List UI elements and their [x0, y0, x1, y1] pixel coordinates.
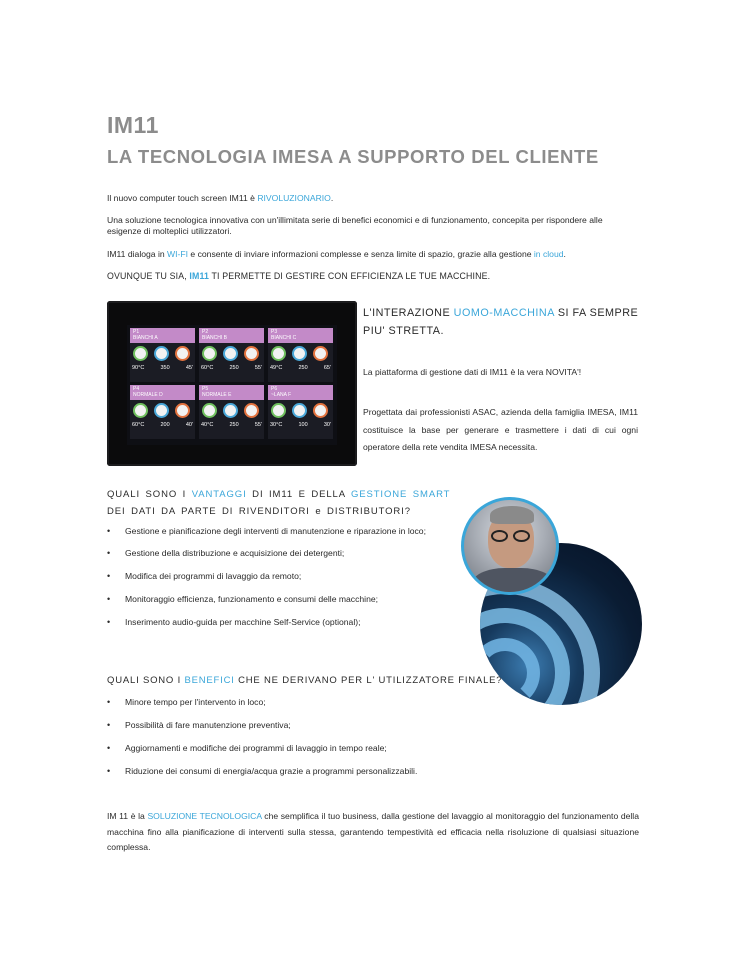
program-tile[interactable]	[130, 385, 195, 439]
heading-text: QUALI SONO I	[107, 489, 192, 500]
program-tile[interactable]	[199, 385, 264, 439]
intro-text: .	[563, 249, 566, 259]
dial-icon	[154, 403, 169, 418]
program-value: 49°C	[270, 365, 283, 371]
heading-text: CHE NE DERIVANO PER L' UTILIZZATORE FINALE?	[234, 675, 503, 686]
intro-text: TI PERMETTE DI GESTIRE CON EFFICIENZA LE TUE MACCHINE.	[209, 271, 491, 281]
program-value: 250	[229, 422, 239, 428]
list-item: • Gestione della distribuzione e acquisizione dei detergenti;	[107, 548, 442, 559]
dial-icon	[292, 346, 307, 361]
program-value: 200	[160, 422, 170, 428]
intro-paragraph-2: Una soluzione tecnologica innovativa con un'illimitata serie di benefici economici e di funzionamento, concepita per rispondere alle esigenze di molteplici utilizzatori.	[107, 215, 603, 236]
list-item: • Riduzione dei consumi di energia/acqua grazie a programmi personalizzabili.	[107, 766, 527, 777]
intro-text: e consente di inviare informazioni complesse e senza limite di spazio, grazie alla gestione	[188, 249, 534, 259]
program-tile-body	[268, 400, 333, 439]
program-values	[201, 365, 262, 371]
dial-icon	[202, 346, 217, 361]
program-values	[270, 422, 331, 428]
highlight-text: UOMO-MACCHINA	[453, 307, 555, 319]
benefits-list	[107, 697, 527, 777]
advantages-heading-line-2: DEI DATI DA PARTE DI RIVENDITORI e DISTRIBUTORI?	[107, 506, 411, 517]
closing-paragraph	[107, 809, 639, 856]
asac-paragraph: Progettata dai professionisti ASAC, azienda della famiglia IMESA, IM11 costituisce la base per generare e trasmettere i dati di cui ogni operatore della rete vendita IMESA necessita.	[363, 407, 638, 452]
program-value: 55'	[254, 365, 262, 371]
program-value: 90°C	[132, 365, 145, 371]
intro-paragraph-4	[107, 271, 490, 282]
program-tile-body	[130, 343, 195, 382]
heading-text: SI FA SEMPRE PIU' STRETTA.	[363, 307, 639, 337]
highlight-text: BENEFICI	[184, 675, 235, 686]
program-values	[201, 422, 262, 428]
closing-text: che semplifica il tuo business, dalla gestione del lavaggio al monitoraggio del funzionamento della macchina fino alla pianificazione di interventi sulla stessa, garantendo tempestività ed efficacia nella risoluzione di qualsiasi situazione complessa.	[107, 811, 639, 852]
program-tile-body	[199, 400, 264, 439]
program-tile-header: P1 BIANCHI A	[130, 328, 195, 343]
program-value: 250	[229, 365, 239, 371]
program-value: 250	[298, 365, 308, 371]
list-item: • Monitoraggio efficienza, funzionamento e consumi delle macchine;	[107, 594, 442, 605]
dial-icon	[313, 346, 328, 361]
program-tile[interactable]	[268, 385, 333, 439]
program-value: 55'	[254, 422, 262, 428]
dial-icon	[271, 403, 286, 418]
intro-text: .	[330, 193, 334, 203]
program-value: 65'	[323, 365, 331, 371]
list-item: • Minore tempo per l'intervento in loco;	[107, 697, 527, 708]
list-item: • Gestione e pianificazione degli interventi di manutenzione e riparazione in loco;	[107, 526, 442, 537]
highlight-text: VANTAGGI	[191, 489, 247, 500]
intro-paragraph-1	[107, 193, 333, 204]
advantages-heading-line-1	[107, 486, 450, 503]
list-item: • Inserimento audio-guida per macchine Self-Service (optional);	[107, 617, 442, 628]
glasses-icon	[513, 530, 530, 542]
program-value: 40'	[185, 422, 193, 428]
page-subtitle: LA TECNOLOGIA IMESA A SUPPORTO DEL CLIENTE	[107, 146, 599, 167]
program-values	[270, 365, 331, 371]
interaction-heading	[363, 304, 653, 340]
dial-icon	[175, 403, 190, 418]
highlight-text: in cloud	[533, 249, 564, 259]
program-tile[interactable]	[199, 328, 264, 382]
program-values	[132, 365, 193, 371]
program-value: 60°C	[132, 422, 145, 428]
dial-icon	[244, 403, 259, 418]
highlight-text: SOLUZIONE TECNOLOGICA	[147, 811, 262, 821]
highlight-text: GESTIONE SMART	[350, 489, 451, 500]
dial-icon	[133, 403, 148, 418]
touchscreen-device-image	[107, 301, 357, 466]
program-value: 45'	[185, 365, 193, 371]
platform-paragraph: La piattaforma di gestione dati di IM11 è la vera NOVITA'!	[363, 367, 582, 377]
list-item: • Possibilità di fare manutenzione preventiva;	[107, 720, 527, 731]
program-value: 40°C	[201, 422, 214, 428]
program-tile-header: P4 NORMALE D	[130, 385, 195, 400]
heading-text: L'INTERAZIONE	[363, 307, 454, 319]
dial-icon	[271, 346, 286, 361]
dial-icon	[133, 346, 148, 361]
dial-icon	[223, 346, 238, 361]
list-item: • Aggiornamenti e modifiche dei programmi di lavaggio in tempo reale;	[107, 743, 527, 754]
highlight-text: IM11	[189, 271, 210, 281]
program-value: 30°C	[270, 422, 283, 428]
program-tile-body	[199, 343, 264, 382]
dial-icon	[313, 403, 328, 418]
person-portrait-image	[461, 497, 559, 595]
dial-icon	[202, 403, 217, 418]
portrait-body	[472, 568, 554, 595]
advantages-heading	[107, 486, 450, 520]
list-item: • Modifica dei programmi di lavaggio da remoto;	[107, 571, 442, 582]
device-screen	[127, 325, 337, 445]
program-tile-body	[130, 400, 195, 439]
portrait-hair	[490, 506, 534, 524]
highlight-text: RIVOLUZIONARIO	[257, 193, 331, 203]
program-tile-header: P2 BIANCHI B	[199, 328, 264, 343]
benefits-heading	[107, 675, 502, 686]
intro-text: Il nuovo computer touch screen IM11 è	[107, 193, 258, 203]
highlight-text: WI-FI	[167, 249, 189, 259]
heading-text: QUALI SONO I	[107, 675, 185, 686]
program-value: 30'	[323, 422, 331, 428]
page-title: IM11	[107, 112, 159, 138]
advantages-list	[107, 526, 442, 628]
program-tile-header: P5 NORMALE E	[199, 385, 264, 400]
program-values	[132, 422, 193, 428]
dial-icon	[223, 403, 238, 418]
program-tile-body	[268, 343, 333, 382]
glasses-icon	[491, 530, 508, 542]
program-value: 350	[160, 365, 170, 371]
program-value: 60°C	[201, 365, 214, 371]
program-tile[interactable]	[130, 328, 195, 382]
program-value: 100	[298, 422, 308, 428]
program-tile[interactable]	[268, 328, 333, 382]
dial-icon	[175, 346, 190, 361]
dial-icon	[244, 346, 259, 361]
closing-text: IM 11 è la	[107, 811, 148, 821]
intro-text: OVUNQUE TU SIA,	[107, 271, 190, 281]
dial-icon	[292, 403, 307, 418]
intro-paragraph-3	[107, 249, 566, 260]
heading-text: DI IM11 E DELLA	[246, 489, 351, 500]
intro-text: IM11 dialoga in	[107, 249, 168, 259]
dial-icon	[154, 346, 169, 361]
program-tile-header: P6 ~LANA F	[268, 385, 333, 400]
program-tile-header: P3 BIANCHI C	[268, 328, 333, 343]
